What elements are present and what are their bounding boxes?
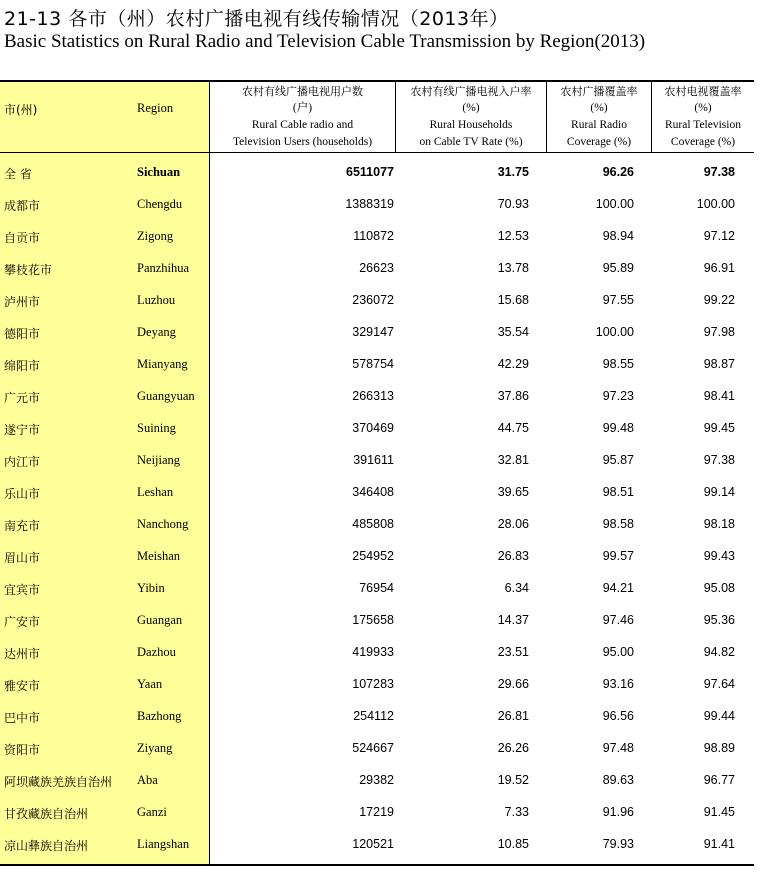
cable-users-value: 26623 xyxy=(359,261,394,275)
tv-coverage-value: 98.89 xyxy=(703,741,735,755)
tv-coverage-value: 98.41 xyxy=(703,389,735,403)
cable-rate-value: 19.52 xyxy=(497,773,529,787)
radio-coverage-value: 79.93 xyxy=(602,837,634,851)
header-col-radio-en1: Rural Radio xyxy=(571,119,627,131)
region-name-en: Mianyang xyxy=(137,357,188,371)
header-col-rate-en1: Rural Households xyxy=(429,119,513,131)
cable-users-value: 419933 xyxy=(352,645,394,659)
cable-users-value: 370469 xyxy=(352,421,394,435)
table-row xyxy=(0,316,754,348)
tv-coverage-value: 99.14 xyxy=(703,485,735,499)
region-name-cn: 甘孜藏族自治州 xyxy=(4,807,89,821)
tv-coverage-value: 95.36 xyxy=(703,613,735,627)
cable-rate-value: 31.75 xyxy=(497,165,529,179)
cable-users-value: 17219 xyxy=(359,805,394,819)
region-name-en: Ziyang xyxy=(137,741,173,755)
region-name-en: Aba xyxy=(137,773,158,787)
radio-coverage-value: 99.57 xyxy=(602,549,634,563)
tv-coverage-value: 96.77 xyxy=(703,773,735,787)
region-name-cn: 德阳市 xyxy=(4,327,41,341)
radio-coverage-value: 96.56 xyxy=(602,709,634,723)
header-col-users-en2: Television Users (households) xyxy=(232,136,373,148)
cable-rate-value: 28.06 xyxy=(497,517,529,531)
cable-rate-value: 42.29 xyxy=(497,357,529,371)
tv-coverage-value: 99.22 xyxy=(703,293,735,307)
region-name-en: Deyang xyxy=(137,325,176,339)
region-name-en: Meishan xyxy=(137,549,181,563)
tv-coverage-value: 95.08 xyxy=(703,581,735,595)
header-col-users xyxy=(210,83,395,151)
cable-rate-value: 70.93 xyxy=(497,197,529,211)
table-title-en: Basic Statistics on Rural Radio and Television Cable Transmission by Region(2013) xyxy=(4,31,646,52)
cable-rate-value: 26.81 xyxy=(497,709,529,723)
radio-coverage-value: 95.89 xyxy=(602,261,634,275)
tv-coverage-value: 91.45 xyxy=(703,805,735,819)
table-row xyxy=(0,508,754,540)
cable-rate-value: 37.86 xyxy=(497,389,529,403)
cable-users-value: 110872 xyxy=(353,229,394,243)
radio-coverage-value: 98.94 xyxy=(602,229,634,243)
region-name-cn: 阿坝藏族羌族自治州 xyxy=(4,775,113,789)
table-row xyxy=(0,764,754,796)
region-name-en: Chengdu xyxy=(137,197,183,211)
tv-coverage-value: 98.87 xyxy=(703,357,735,371)
radio-coverage-value: 98.55 xyxy=(602,357,634,371)
region-name-en: Luzhou xyxy=(137,293,176,307)
region-name-cn: 内江市 xyxy=(4,455,41,469)
header-col-tv xyxy=(652,83,754,151)
cable-users-value: 266313 xyxy=(352,389,394,403)
table-row xyxy=(0,252,754,284)
region-name-cn: 达州市 xyxy=(4,647,41,661)
region-name-cn: 全 省 xyxy=(4,167,32,181)
cable-users-value: 236072 xyxy=(352,293,394,307)
header-col-tv-cn: 农村电视覆盖率 xyxy=(664,85,742,98)
table-row xyxy=(0,540,754,572)
region-name-cn: 自贡市 xyxy=(4,231,41,245)
tv-coverage-value: 100.00 xyxy=(696,197,735,211)
radio-coverage-value: 99.48 xyxy=(602,421,634,435)
cable-users-value: 524667 xyxy=(352,741,394,755)
region-name-en: Guangyuan xyxy=(137,389,195,403)
cable-rate-value: 35.54 xyxy=(497,325,529,339)
cable-rate-value: 23.51 xyxy=(497,645,529,659)
radio-coverage-value: 95.00 xyxy=(602,645,634,659)
region-name-en: Neijiang xyxy=(137,453,181,467)
table-row xyxy=(0,828,754,860)
region-name-cn: 乐山市 xyxy=(4,487,41,501)
radio-coverage-value: 97.55 xyxy=(602,293,634,307)
table-row-total xyxy=(0,156,754,188)
table-row xyxy=(0,636,754,668)
region-name-en: Suining xyxy=(137,421,176,435)
cable-users-value: 329147 xyxy=(352,325,394,339)
radio-coverage-value: 97.48 xyxy=(602,741,634,755)
region-name-cn: 巴中市 xyxy=(4,711,41,725)
radio-coverage-value: 89.63 xyxy=(602,773,634,787)
table-row xyxy=(0,572,754,604)
header-col-rate-en2: on Cable TV Rate (%) xyxy=(419,136,523,148)
header-col-radio xyxy=(547,83,651,151)
tv-coverage-value: 97.12 xyxy=(703,229,735,243)
table-row xyxy=(0,412,754,444)
cable-rate-value: 7.33 xyxy=(504,805,529,819)
region-name-cn: 凉山彝族自治州 xyxy=(4,839,89,853)
cable-rate-value: 44.75 xyxy=(497,421,529,435)
cable-users-value: 120521 xyxy=(352,837,394,851)
radio-coverage-value: 94.21 xyxy=(602,581,634,595)
cable-rate-value: 26.26 xyxy=(497,741,529,755)
tv-coverage-value: 96.91 xyxy=(703,261,735,275)
tv-coverage-value: 94.82 xyxy=(703,645,735,659)
tv-coverage-value: 99.45 xyxy=(703,421,735,435)
cable-rate-value: 32.81 xyxy=(497,453,529,467)
tv-coverage-value: 97.64 xyxy=(703,677,735,691)
cable-users-value: 107283 xyxy=(352,677,394,691)
radio-coverage-value: 93.16 xyxy=(602,677,634,691)
region-name-en: Yibin xyxy=(137,581,165,595)
table-bottom-rule xyxy=(0,864,754,866)
table-row xyxy=(0,796,754,828)
cable-users-value: 254112 xyxy=(353,709,394,723)
cable-rate-value: 6.34 xyxy=(504,581,529,595)
cable-users-value: 6511077 xyxy=(346,165,394,179)
region-name-cn: 眉山市 xyxy=(4,551,41,565)
cable-users-value: 29382 xyxy=(359,773,394,787)
table-row xyxy=(0,220,754,252)
region-name-en: Ganzi xyxy=(137,805,167,819)
header-col-tv-en1: Rural Television xyxy=(665,119,741,131)
region-name-cn: 遂宁市 xyxy=(4,423,41,437)
header-col-rate xyxy=(396,83,546,151)
cable-users-value: 391611 xyxy=(353,453,394,467)
cable-users-value: 254952 xyxy=(352,549,394,563)
region-name-en: Nanchong xyxy=(137,517,189,531)
region-name-cn: 攀枝花市 xyxy=(4,263,53,277)
cable-rate-value: 29.66 xyxy=(497,677,529,691)
cable-rate-value: 10.85 xyxy=(497,837,529,851)
header-col-rate-cn: 农村有线广播电视入户率 xyxy=(410,85,532,98)
cable-rate-value: 26.83 xyxy=(497,549,529,563)
tv-coverage-value: 97.38 xyxy=(703,165,735,179)
tv-coverage-value: 91.41 xyxy=(703,837,735,851)
header-divider-3 xyxy=(546,82,547,152)
radio-coverage-value: 100.00 xyxy=(595,197,634,211)
header-region-en: Region xyxy=(137,101,174,115)
cable-users-value: 175658 xyxy=(352,613,394,627)
radio-coverage-value: 95.87 xyxy=(602,453,634,467)
table-row xyxy=(0,444,754,476)
cable-users-value: 485808 xyxy=(352,517,394,531)
radio-coverage-value: 98.51 xyxy=(602,485,634,499)
region-name-en: Dazhou xyxy=(137,645,176,659)
radio-coverage-value: 100.00 xyxy=(595,325,634,339)
region-name-cn: 绵阳市 xyxy=(4,359,41,373)
header-divider-4 xyxy=(651,82,652,152)
cable-rate-value: 15.68 xyxy=(497,293,529,307)
cable-users-value: 346408 xyxy=(352,485,394,499)
region-name-cn: 雅安市 xyxy=(4,679,41,693)
region-name-cn: 南充市 xyxy=(4,519,41,533)
cable-users-value: 76954 xyxy=(359,581,394,595)
radio-coverage-value: 96.26 xyxy=(602,165,634,179)
header-divider-2 xyxy=(395,82,396,152)
header-divider-1 xyxy=(209,82,210,152)
region-name-en: Yaan xyxy=(137,677,163,691)
radio-coverage-value: 98.58 xyxy=(602,517,634,531)
table-row xyxy=(0,284,754,316)
header-bottom-rule xyxy=(0,152,754,153)
region-name-cn: 宜宾市 xyxy=(4,583,41,597)
table-row xyxy=(0,476,754,508)
table-row xyxy=(0,668,754,700)
header-col-radio-unit: (%) xyxy=(590,102,608,114)
radio-coverage-value: 91.96 xyxy=(602,805,634,819)
cable-rate-value: 39.65 xyxy=(497,485,529,499)
table-title-cn: 21-13 各市（州）农村广播电视有线传输情况（2013年） xyxy=(4,8,509,30)
header-col-users-unit: (户) xyxy=(292,102,313,114)
table-row xyxy=(0,348,754,380)
region-name-en: Leshan xyxy=(137,485,174,499)
header-col-users-cn: 农村有线广播电视用户数 xyxy=(242,85,363,98)
table-row xyxy=(0,604,754,636)
region-name-cn: 广安市 xyxy=(4,615,41,629)
cable-rate-value: 14.37 xyxy=(497,613,529,627)
region-name-en: Sichuan xyxy=(137,165,181,179)
table-row xyxy=(0,188,754,220)
header-col-tv-unit: (%) xyxy=(694,102,712,114)
region-name-en: Guangan xyxy=(137,613,183,627)
tv-coverage-value: 97.38 xyxy=(703,453,735,467)
tv-coverage-value: 99.44 xyxy=(703,709,735,723)
cable-users-value: 1388319 xyxy=(345,197,394,211)
cable-users-value: 578754 xyxy=(352,357,394,371)
region-name-cn: 泸州市 xyxy=(4,295,41,309)
region-name-cn: 成都市 xyxy=(4,199,41,213)
region-name-en: Liangshan xyxy=(137,837,190,851)
header-col-tv-en2: Coverage (%) xyxy=(670,136,736,148)
tv-coverage-value: 99.43 xyxy=(703,549,735,563)
region-name-en: Bazhong xyxy=(137,709,182,723)
radio-coverage-value: 97.46 xyxy=(602,613,634,627)
header-city-cn: 市(州) xyxy=(4,103,38,117)
region-name-en: Panzhihua xyxy=(137,261,190,275)
table-row xyxy=(0,732,754,764)
header-col-radio-en2: Coverage (%) xyxy=(566,136,632,148)
table-row xyxy=(0,380,754,412)
tv-coverage-value: 97.98 xyxy=(703,325,735,339)
cable-rate-value: 13.78 xyxy=(497,261,529,275)
region-name-cn: 资阳市 xyxy=(4,743,41,757)
tv-coverage-value: 98.18 xyxy=(703,517,735,531)
table-row xyxy=(0,700,754,732)
cable-rate-value: 12.53 xyxy=(497,229,529,243)
region-name-en: Zigong xyxy=(137,229,174,243)
header-col-rate-unit: (%) xyxy=(462,102,480,114)
header-col-radio-cn: 农村广播覆盖率 xyxy=(560,85,638,98)
region-name-cn: 广元市 xyxy=(4,391,41,405)
header-col-users-en1: Rural Cable radio and xyxy=(251,119,354,131)
radio-coverage-value: 97.23 xyxy=(602,389,634,403)
